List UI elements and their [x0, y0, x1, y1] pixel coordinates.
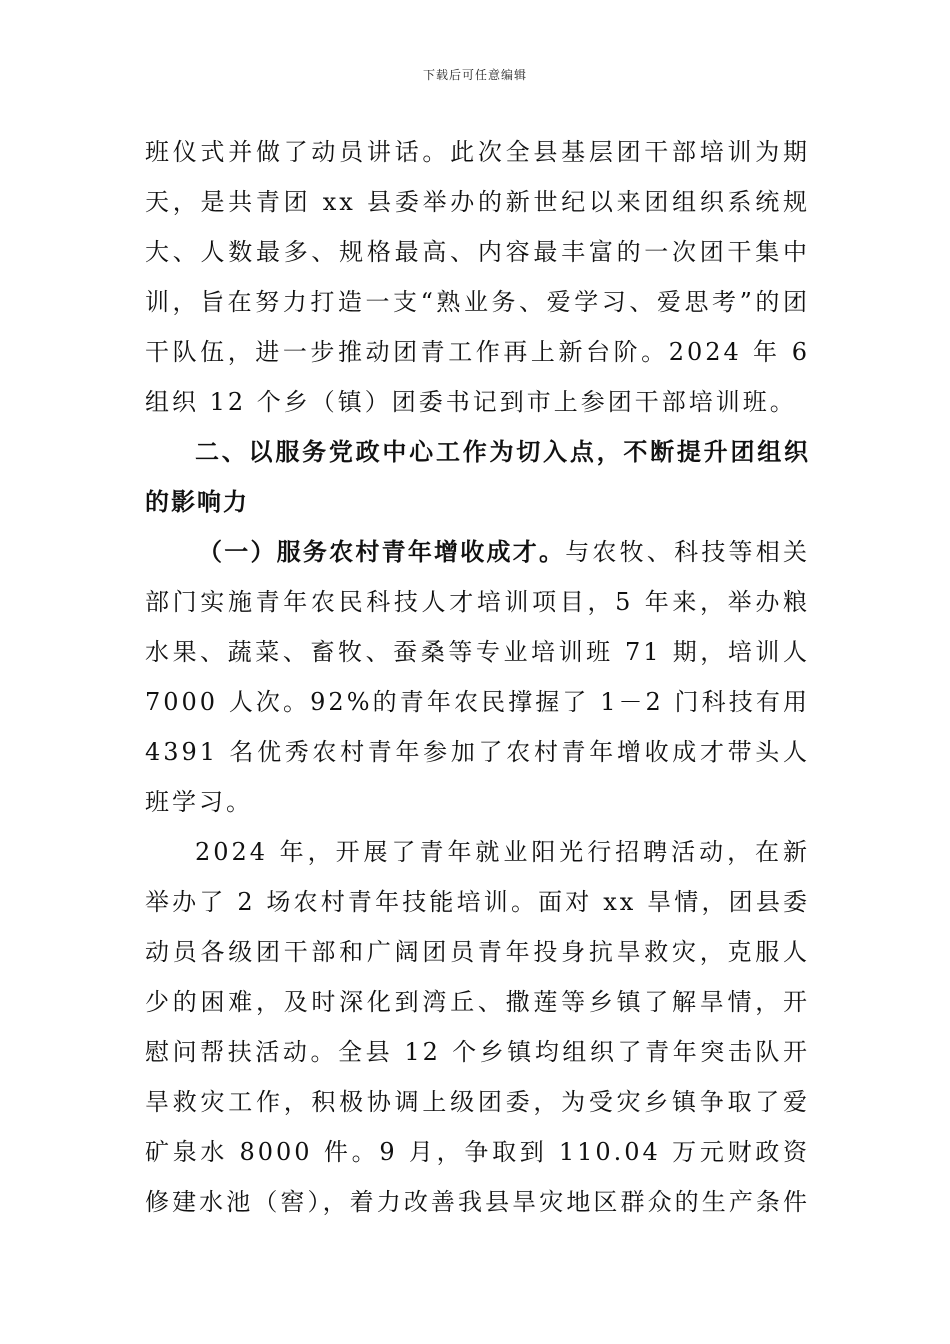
paragraph-line: 矿泉水 8000 件。9 月，争取到 110.04 万元财政资	[145, 1138, 810, 1166]
subsection-first-line	[198, 536, 810, 568]
section-heading-continued: 的影响力	[145, 488, 249, 516]
page-header: 下载后可任意编辑	[422, 68, 527, 82]
paragraph-line: 班学习。	[145, 788, 253, 816]
paragraph-line: 举办了 2 场农村青年技能培训。面对 xx 旱情，团县委	[145, 888, 810, 916]
paragraph-line: 班仪式并做了动员讲话。此次全县基层团干部培训为期	[145, 138, 810, 166]
paragraph-line: 少的困难，及时深化到湾丘、撒莲等乡镇了解旱情，开	[145, 988, 810, 1016]
paragraph-line: 大、人数最多、规格最高、内容最丰富的一次团干集中	[145, 238, 810, 266]
subsection-title: （一）服务农村青年增收成才。	[198, 538, 566, 566]
paragraph-line: 部门实施青年农民科技人才培训项目，5 年来，举办粮	[145, 588, 810, 616]
paragraph-line: 修建水池（窖），着力改善我县旱灾地区群众的生产条件	[145, 1188, 810, 1216]
paragraph-line: 训，旨在努力打造一支“熟业务、爱学习、爱思考”的团	[145, 288, 810, 316]
section-heading: 二、以服务党政中心工作为切入点，不断提升团组织	[195, 438, 810, 466]
paragraph-line: 旱救灾工作，积极协调上级团委，为受灾乡镇争取了爱	[145, 1088, 810, 1116]
paragraph-line: 天，是共青团 xx 县委举办的新世纪以来团组织系统规	[145, 188, 810, 216]
paragraph-line: 干队伍，进一步推动团青工作再上新台阶。2024 年 6	[145, 338, 810, 366]
paragraph-line: 7000 人次。92%的青年农民撑握了 1－2 门科技有用	[145, 688, 810, 716]
paragraph-line: 慰问帮扶活动。全县 12 个乡镇均组织了青年突击队开	[145, 1038, 810, 1066]
subsection-text: 与农牧、科技等相关	[565, 538, 810, 566]
paragraph-line: 组织 12 个乡（镇）团委书记到市上参团干部培训班。	[145, 388, 797, 416]
paragraph-line: 动员各级团干部和广阔团员青年投身抗旱救灾，克服人	[145, 938, 810, 966]
paragraph-line: 水果、蔬菜、畜牧、蚕桑等专业培训班 71 期，培训人	[145, 638, 810, 666]
paragraph-line: 4391 名优秀农村青年参加了农村青年增收成才带头人	[145, 738, 810, 766]
paragraph-first-line: 2024 年，开展了青年就业阳光行招聘活动，在新	[195, 838, 810, 866]
